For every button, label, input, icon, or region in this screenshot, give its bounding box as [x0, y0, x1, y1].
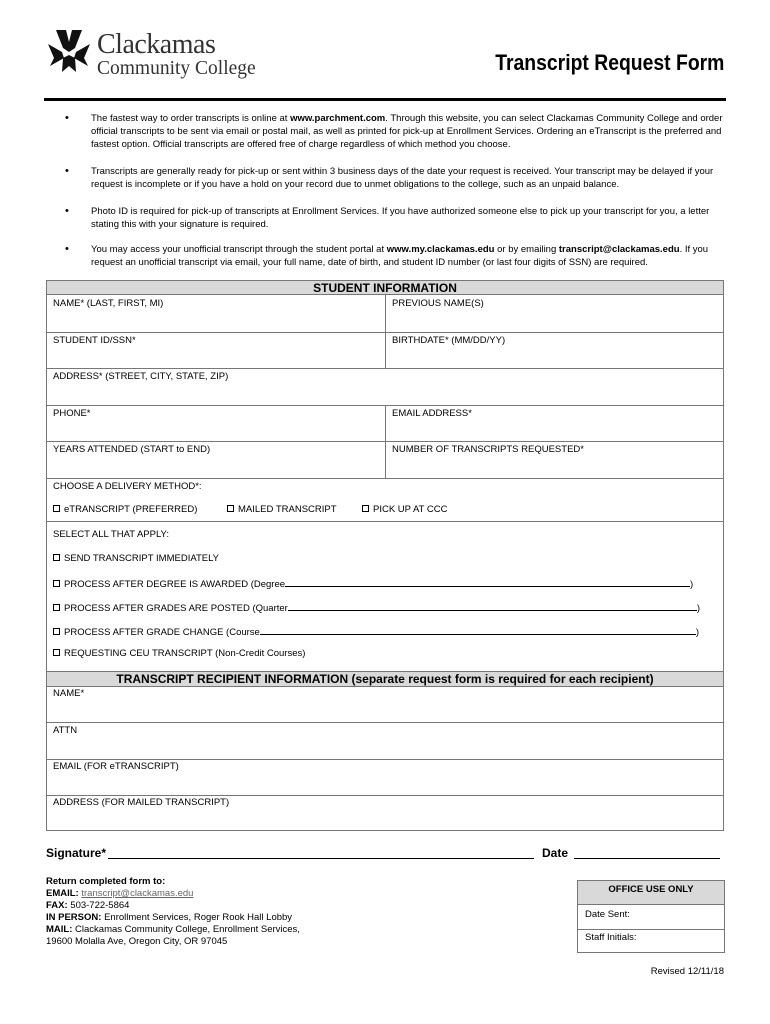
close-paren: ) — [695, 627, 700, 638]
checkbox-icon[interactable] — [53, 604, 60, 611]
mailed-transcript-checkbox[interactable] — [227, 504, 337, 515]
return-fax-label: FAX: — [46, 900, 68, 911]
delivery-method-label: CHOOSE A DELIVERY METHOD*: — [53, 481, 202, 492]
send-immediately-checkbox[interactable] — [53, 553, 219, 564]
return-email-link[interactable]: transcript@clackamas.edu — [81, 888, 194, 899]
recipient-name-field[interactable]: NAME* — [53, 688, 85, 699]
return-mail-value: Clackamas Community College, Enrollment Services, — [75, 924, 300, 935]
email-field[interactable]: EMAIL ADDRESS* — [392, 408, 472, 419]
logo-name: Clackamas — [97, 29, 216, 60]
previous-names-field[interactable]: PREVIOUS NAME(S) — [392, 298, 484, 309]
checkbox-icon[interactable] — [53, 554, 60, 561]
close-paren: ) — [690, 579, 694, 590]
recipient-info-heading: TRANSCRIPT RECIPIENT INFORMATION (separate request form is required for each recipient) — [47, 671, 723, 687]
transcript-email-link[interactable]: transcript@clackamas.edu — [558, 244, 680, 255]
bullet-text: . If you request an unofficial transcript via email, your full name, date of birth, and student ID number (or last four digits of SSN) are required. — [91, 244, 709, 268]
checkbox-icon[interactable] — [227, 505, 234, 512]
row-divider — [47, 795, 723, 796]
column-divider — [385, 405, 386, 441]
bullet-text: The fastest way to order transcripts is online at — [91, 113, 291, 124]
column-divider — [385, 332, 386, 369]
checkbox-icon[interactable] — [53, 628, 60, 635]
revision-date: Revised 12/11/18 — [650, 966, 724, 977]
bullet-text: Photo ID is required for pick-up of transcripts at Enrollment Services. If you have authorized someone else to pick up your transcript for you, a letter stating this with your signature is required. — [91, 206, 710, 230]
return-email-label: EMAIL: — [46, 888, 79, 899]
number-of-transcripts-field[interactable]: NUMBER OF TRANSCRIPTS REQUESTED* — [392, 444, 584, 455]
signature-input-line[interactable] — [108, 858, 534, 859]
address-field[interactable]: ADDRESS* (STREET, CITY, STATE, ZIP) — [53, 371, 229, 382]
course-input-line[interactable] — [260, 625, 696, 635]
bullet-text: . Through this website, you can select Clackamas Community College and order official transcripts to be sent via email or postal mail, as well as printed for pick-up at Enrollment Services. Ordering an eTranscript is the preferred and fastest option. Official transcripts are offered free of charge regardless of which method you choose. — [91, 113, 723, 150]
return-mail-label: MAIL: — [46, 924, 73, 935]
after-grade-change-checkbox[interactable] — [53, 625, 717, 638]
pick-up-checkbox[interactable] — [362, 504, 447, 515]
close-paren: ) — [696, 603, 701, 614]
date-label: Date — [542, 846, 569, 860]
form-title: Transcript Request Form — [494, 50, 724, 75]
office-use-box — [577, 880, 725, 953]
select-all-label: SELECT ALL THAT APPLY: — [53, 529, 169, 540]
etranscript-checkbox[interactable] — [53, 504, 197, 515]
degree-input-line[interactable] — [285, 577, 690, 587]
row-divider — [47, 722, 723, 723]
bullet-icon: • — [65, 165, 69, 177]
student-info-heading: STUDENT INFORMATION — [47, 280, 723, 295]
after-degree-checkbox[interactable] — [53, 577, 717, 590]
checkbox-icon[interactable] — [53, 505, 60, 512]
mailed-transcript-label: MAILED TRANSCRIPT — [238, 504, 337, 515]
return-mail-address: 19600 Molalla Ave, Oregon City, OR 97045 — [46, 936, 228, 947]
student-id-field[interactable]: STUDENT ID/SSN* — [53, 335, 136, 346]
office-use-heading: OFFICE USE ONLY — [578, 881, 724, 905]
name-field[interactable]: NAME* (LAST, FIRST, MI) — [53, 298, 164, 309]
bullet-text: or by emailing — [494, 244, 559, 255]
signature-label: Signature* — [46, 846, 107, 860]
return-fax-value: 503-722-5864 — [70, 900, 130, 911]
info-bullet — [65, 165, 725, 191]
college-logo-mark-icon — [46, 28, 92, 78]
send-immediately-label: SEND TRANSCRIPT IMMEDIATELY — [64, 553, 220, 564]
birthdate-field[interactable]: BIRTHDATE* (MM/DD/YY) — [392, 335, 506, 346]
info-bullet — [65, 112, 725, 151]
college-logo — [46, 28, 256, 82]
row-divider — [47, 521, 723, 522]
header-divider — [44, 98, 726, 101]
after-degree-label: PROCESS AFTER DEGREE IS AWARDED (Degree — [64, 579, 286, 590]
info-bullet — [65, 243, 725, 269]
bullet-icon: • — [65, 243, 69, 255]
bullet-icon: • — [65, 112, 69, 124]
staff-initials-field[interactable]: Staff Initials: — [585, 932, 637, 943]
date-sent-field[interactable]: Date Sent: — [585, 909, 630, 920]
return-in-person-label: IN PERSON: — [46, 912, 102, 923]
etranscript-label: eTRANSCRIPT (PREFERRED) — [64, 504, 198, 515]
bullet-text: Transcripts are generally ready for pick-up or sent within 3 business days of the date your request is received. Your transcript may be delayed if your request is incomplete or if you have a hold on your record due to unmet obligations to the college, such as an unpaid balance. — [91, 166, 714, 190]
ceu-label: REQUESTING CEU TRANSCRIPT (Non-Credit Courses) — [64, 648, 306, 659]
logo-subtitle: Community College — [97, 58, 256, 79]
return-in-person-value: Enrollment Services, Roger Rook Hall Lobby — [104, 912, 293, 923]
return-instructions — [46, 876, 376, 948]
checkbox-icon[interactable] — [362, 505, 369, 512]
checkbox-icon[interactable] — [53, 580, 60, 587]
parchment-link[interactable]: www.parchment.com — [290, 113, 386, 124]
ceu-checkbox[interactable] — [53, 648, 305, 659]
request-form-table — [46, 280, 724, 831]
column-divider — [385, 295, 386, 333]
portal-link[interactable]: www.my.clackamas.edu — [386, 244, 495, 255]
quarter-input-line[interactable] — [288, 601, 697, 611]
return-heading: Return completed form to: — [46, 876, 166, 887]
recipient-email-field[interactable]: EMAIL (FOR eTRANSCRIPT) — [53, 761, 179, 772]
row-divider — [47, 478, 723, 479]
after-grade-change-label: PROCESS AFTER GRADE CHANGE (Course — [64, 627, 260, 638]
bullet-icon: • — [65, 205, 69, 217]
pick-up-label: PICK UP AT CCC — [373, 504, 448, 515]
bullet-text: You may access your unofficial transcript through the student portal at — [91, 244, 387, 255]
row-divider — [578, 929, 724, 930]
after-grades-checkbox[interactable] — [53, 601, 717, 614]
years-attended-field[interactable]: YEARS ATTENDED (START to END) — [53, 444, 211, 455]
checkbox-icon[interactable] — [53, 649, 60, 656]
phone-field[interactable]: PHONE* — [53, 408, 91, 419]
recipient-address-field[interactable]: ADDRESS (FOR MAILED TRANSCRIPT) — [53, 797, 230, 808]
row-divider — [47, 759, 723, 760]
info-bullet — [65, 205, 725, 231]
row-divider — [47, 368, 723, 369]
attn-field[interactable]: ATTN — [53, 725, 78, 736]
after-grades-label: PROCESS AFTER GRADES ARE POSTED (Quarter — [64, 603, 288, 614]
column-divider — [385, 441, 386, 478]
date-input-line[interactable] — [574, 858, 720, 859]
